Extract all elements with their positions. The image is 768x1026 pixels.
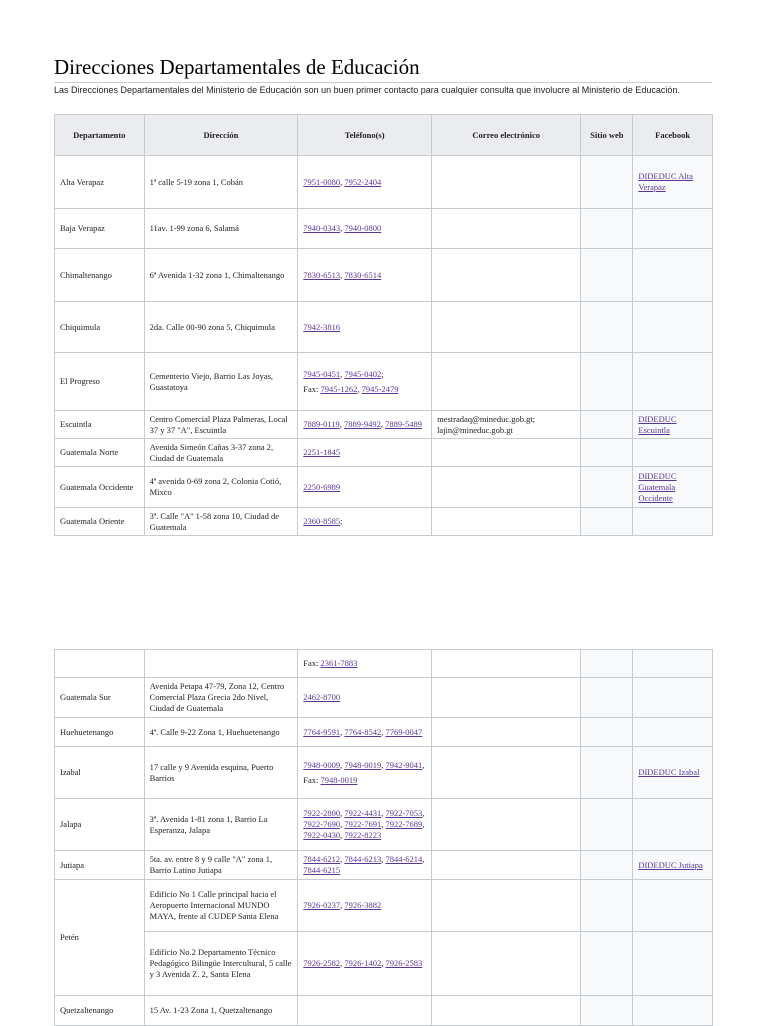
phone-link[interactable]: 2360-8585 xyxy=(303,516,341,526)
cell-telefonos xyxy=(298,508,432,536)
cell-sitio-web xyxy=(581,249,633,302)
cell-direccion: Avenida Simeón Cañas 3-37 zona 2, Ciudad de Guatemala xyxy=(144,439,298,467)
separator: , xyxy=(380,419,386,429)
facebook-link[interactable]: DIDEDUC Guatemala Occidente xyxy=(638,470,677,503)
phone-link[interactable]: 7926-2583 xyxy=(385,958,423,968)
cell-direccion: Edificio No 1 Calle principal hacia el Aeropuerto Internacional MUNDO MAYA, frente al CUDEP Santa Elena xyxy=(144,880,298,932)
separator: , xyxy=(381,759,386,770)
separator: , xyxy=(340,830,345,840)
cell-telefonos xyxy=(298,880,432,932)
cell-direccion: 15 Av. 1-23 Zona 1, Quetzaltenango xyxy=(144,996,298,1026)
fax-label: Fax: xyxy=(303,383,319,394)
header-direccion: Dirección xyxy=(144,115,298,156)
cell-facebook xyxy=(633,439,713,467)
cell-sitio-web xyxy=(581,996,633,1026)
fax-label: Fax: xyxy=(303,774,319,785)
table-row xyxy=(55,932,713,996)
fax-line xyxy=(303,384,426,395)
separator: , xyxy=(340,176,345,187)
cell-correo xyxy=(432,353,581,411)
separator: ; xyxy=(340,516,343,526)
header-departamento: Departamento xyxy=(55,115,145,156)
cell-sitio-web xyxy=(581,411,633,439)
cell-facebook xyxy=(633,209,713,249)
cell-facebook xyxy=(633,678,713,718)
cell-facebook xyxy=(633,932,713,996)
table-row xyxy=(55,650,713,678)
cell-sitio-web xyxy=(581,678,633,718)
page-title: Direcciones Departamentales de Educación xyxy=(54,54,712,83)
table-row xyxy=(55,996,713,1026)
cell-departamento: Izabal xyxy=(55,747,145,799)
facebook-link[interactable]: DIDEDUC Izabal xyxy=(638,767,700,777)
cell-correo xyxy=(432,678,581,718)
phone-link[interactable]: 7830-6514 xyxy=(344,269,382,280)
cell-sitio-web xyxy=(581,302,633,353)
cell-facebook xyxy=(633,249,713,302)
table-row xyxy=(55,718,713,747)
phone-link[interactable]: 7945-2479 xyxy=(361,383,399,394)
separator: , xyxy=(339,419,345,429)
separator: , xyxy=(422,854,425,864)
cell-correo xyxy=(432,156,581,209)
table-row xyxy=(55,467,713,508)
cell-departamento xyxy=(55,650,145,678)
cell-telefonos xyxy=(298,718,432,747)
cell-telefonos xyxy=(298,439,432,467)
table-row xyxy=(55,156,713,209)
cell-telefonos xyxy=(298,353,432,411)
cell-facebook xyxy=(633,467,713,508)
cell-facebook xyxy=(633,851,713,880)
cell-departamento: Guatemala Occidente xyxy=(55,467,145,508)
cell-sitio-web xyxy=(581,851,633,880)
phone-link[interactable]: 7922-7691 xyxy=(344,819,382,829)
phone-link[interactable]: 7926-1402 xyxy=(344,958,382,968)
cell-direccion: Avenida Petapa 47-79, Zona 12, Centro Comercial Plaza Grecia 2do Nivel, Ciudad de Guatemala xyxy=(144,678,298,718)
separator: , xyxy=(381,854,386,864)
phone-link[interactable]: 7952-2404 xyxy=(344,176,382,187)
phone-link[interactable]: 7769-0047 xyxy=(385,726,423,737)
cell-telefonos xyxy=(298,209,432,249)
cell-departamento: Guatemala Norte xyxy=(55,439,145,467)
cell-facebook xyxy=(633,650,713,678)
cell-sitio-web xyxy=(581,467,633,508)
phone-link[interactable]: 7948-0019 xyxy=(320,774,358,785)
header-facebook: Facebook xyxy=(633,115,713,156)
cell-direccion: 11av. 1-99 zona 6, Salamá xyxy=(144,209,298,249)
table-row xyxy=(55,851,713,880)
phone-link[interactable]: 7940-0343 xyxy=(303,223,341,233)
table-row xyxy=(55,747,713,799)
cell-facebook xyxy=(633,411,713,439)
intro-paragraph: Las Direcciones Departamentales del Ministerio de Educación son un buen primer contacto para cualquier consulta que involucre al Ministerio de Educación. xyxy=(54,85,680,95)
fax-line xyxy=(303,775,426,786)
cell-departamento: Baja Verapaz xyxy=(55,209,145,249)
cell-telefonos xyxy=(298,411,432,439)
phone-link[interactable]: 7922-4431 xyxy=(344,808,382,818)
table-row xyxy=(55,678,713,718)
cell-direccion: Cementerio Viejo, Barrio Las Joyas, Guastatoya xyxy=(144,353,298,411)
separator: , xyxy=(381,958,386,968)
cell-telefonos xyxy=(298,851,432,880)
separator: , xyxy=(340,958,345,968)
separator: , xyxy=(340,368,345,379)
cell-sitio-web xyxy=(581,880,633,932)
cell-departamento: Guatemala Sur xyxy=(55,678,145,718)
cell-correo xyxy=(432,718,581,747)
cell-direccion xyxy=(144,650,298,678)
separator: , xyxy=(381,808,386,818)
separator: , xyxy=(340,808,345,818)
table-row xyxy=(55,880,713,932)
cell-departamento: Alta Verapaz xyxy=(55,156,145,209)
cell-facebook xyxy=(633,996,713,1026)
cell-direccion: 6ª Avenida 1-32 zona 1, Chimaltenango xyxy=(144,249,298,302)
separator: , xyxy=(422,819,425,829)
phone-link[interactable]: 7926-3882 xyxy=(344,900,382,910)
phone-link[interactable]: 7844-6214 xyxy=(385,854,423,864)
table-row xyxy=(55,249,713,302)
cell-sitio-web xyxy=(581,747,633,799)
phone-link[interactable]: 7945-0451 xyxy=(303,368,341,379)
facebook-link[interactable]: DIDEDUC Escuintla xyxy=(638,413,677,435)
phone-link[interactable]: 7830-6513 xyxy=(303,269,341,280)
phone-link[interactable]: 7889-0119 xyxy=(303,419,340,429)
phone-link[interactable]: 7922-7053 xyxy=(385,808,423,818)
table-row xyxy=(55,353,713,411)
cell-sitio-web xyxy=(581,508,633,536)
facebook-link[interactable]: DIDEDUC Alta Verapaz xyxy=(638,171,693,192)
cell-sitio-web xyxy=(581,650,633,678)
separator: , xyxy=(381,819,386,829)
cell-departamento: Chiquimula xyxy=(55,302,145,353)
phone-link[interactable]: 7948-0019 xyxy=(344,759,382,770)
cell-facebook xyxy=(633,353,713,411)
cell-direccion: 5ta. av. entre 8 y 9 calle "A" zona 1, Barrio Latino Jutiapa xyxy=(144,851,298,880)
cell-facebook xyxy=(633,302,713,353)
separator: , xyxy=(340,269,345,280)
table-header-row xyxy=(55,115,713,156)
phone-link[interactable]: 2251-1845 xyxy=(303,447,341,457)
cell-sitio-web xyxy=(581,209,633,249)
cell-direccion: 17 calle y 9 Avenida esquina, Puerto Barrios xyxy=(144,747,298,799)
cell-correo xyxy=(432,880,581,932)
phone-link[interactable]: 7940-0800 xyxy=(344,223,382,233)
phone-link[interactable]: 7844-6215 xyxy=(303,865,341,875)
phone-link[interactable]: 7922-2800 xyxy=(303,808,341,818)
cell-correo xyxy=(432,302,581,353)
cell-correo xyxy=(432,249,581,302)
cell-sitio-web xyxy=(581,718,633,747)
cell-correo xyxy=(432,650,581,678)
separator: , xyxy=(340,900,345,910)
directions-table-part-2 xyxy=(54,649,713,1026)
cell-departamento: Jutiapa xyxy=(55,851,145,880)
phone-link[interactable]: 7945-0402 xyxy=(344,368,382,379)
table-row xyxy=(55,508,713,536)
cell-departamento: Jalapa xyxy=(55,799,145,851)
cell-correo xyxy=(432,209,581,249)
cell-correo xyxy=(432,747,581,799)
cell-facebook xyxy=(633,799,713,851)
separator: , xyxy=(381,726,386,737)
cell-correo xyxy=(432,439,581,467)
cell-departamento: Quetzaltenango xyxy=(55,996,145,1026)
cell-telefonos xyxy=(298,678,432,718)
separator: , xyxy=(422,759,425,770)
cell-departamento: Petén xyxy=(55,880,145,996)
cell-correo xyxy=(432,851,581,880)
phone-link[interactable]: 7764-9591 xyxy=(303,726,341,737)
phone-link[interactable]: 7844-6213 xyxy=(344,854,382,864)
cell-direccion: 1ª calle 5-19 zona 1, Cobán xyxy=(144,156,298,209)
cell-departamento: El Progreso xyxy=(55,353,145,411)
cell-facebook xyxy=(633,747,713,799)
header-correo: Correo electrónico xyxy=(432,115,581,156)
separator: ; xyxy=(381,368,384,379)
phone-link[interactable]: 7922-7690 xyxy=(303,819,341,829)
phone-link[interactable]: 7922-7689 xyxy=(385,819,423,829)
cell-correo xyxy=(432,508,581,536)
separator: , xyxy=(340,759,345,770)
cell-telefonos xyxy=(298,747,432,799)
separator: , xyxy=(357,383,362,394)
phone-link[interactable]: 7922-0430 xyxy=(303,830,341,840)
cell-correo: mestradaq@mineduc.gob.gt; lajin@mineduc.gob.gt xyxy=(432,411,581,439)
cell-telefonos xyxy=(298,302,432,353)
separator: , xyxy=(340,726,345,737)
fax-label: Fax: xyxy=(303,658,319,668)
phone-link[interactable]: 7951-0080 xyxy=(303,176,341,187)
separator: , xyxy=(340,854,345,864)
cell-facebook xyxy=(633,156,713,209)
cell-direccion: Centro Comercial Plaza Palmeras, Local 37 y 37 "A", Escuintla xyxy=(144,411,298,439)
cell-telefonos xyxy=(298,799,432,851)
cell-correo xyxy=(432,467,581,508)
cell-facebook xyxy=(633,508,713,536)
header-sitio-web: Sitio web xyxy=(581,115,633,156)
cell-direccion: 3ª. Avenida 1-81 zona 1, Barrio La Esperanza, Jalapa xyxy=(144,799,298,851)
table-row xyxy=(55,799,713,851)
cell-telefonos xyxy=(298,467,432,508)
cell-correo xyxy=(432,996,581,1026)
cell-telefonos xyxy=(298,650,432,678)
phone-link[interactable]: 7889-5489 xyxy=(385,419,422,429)
fax-line xyxy=(303,658,426,669)
cell-correo xyxy=(432,932,581,996)
phone-link[interactable]: 7942-9041 xyxy=(385,759,423,770)
phone-link[interactable]: 7889-9492 xyxy=(344,419,381,429)
facebook-link[interactable]: DIDEDUC Jutiapa xyxy=(638,859,703,870)
separator: , xyxy=(422,808,425,818)
phone-link[interactable]: 7926-2582 xyxy=(303,958,341,968)
cell-departamento: Huehuetenango xyxy=(55,718,145,747)
cell-telefonos xyxy=(298,156,432,209)
phone-link[interactable]: 7945-1262 xyxy=(320,383,358,394)
phone-link[interactable]: 2250-6989 xyxy=(303,481,341,492)
phone-link[interactable]: 2361-7883 xyxy=(320,658,358,668)
phone-link[interactable]: 7942-3816 xyxy=(303,321,341,332)
cell-facebook xyxy=(633,880,713,932)
phone-link[interactable]: 7922-8223 xyxy=(344,830,382,840)
separator: , xyxy=(340,223,345,233)
table-row xyxy=(55,411,713,439)
cell-sitio-web xyxy=(581,799,633,851)
phone-link[interactable]: 7844-6212 xyxy=(303,854,341,864)
cell-correo xyxy=(432,799,581,851)
table-row xyxy=(55,439,713,467)
cell-telefonos xyxy=(298,249,432,302)
header-telefonos: Teléfono(s) xyxy=(298,115,432,156)
cell-sitio-web xyxy=(581,156,633,209)
separator: , xyxy=(340,819,345,829)
directions-table-part-1 xyxy=(54,114,713,536)
cell-direccion: Edificio No.2 Departamento Técnico Pedagógico Bilingüe Intercultural, 5 calle y 3 Avenida Z. 2, Santa Elena xyxy=(144,932,298,996)
cell-departamento: Chimaltenango xyxy=(55,249,145,302)
phone-link[interactable]: 7926-0237 xyxy=(303,900,341,910)
phone-link[interactable]: 7764-8542 xyxy=(344,726,382,737)
cell-direccion: 3ª. Calle "A" 1-58 zona 10, Ciudad de Guatemala xyxy=(144,508,298,536)
cell-direccion: 4ª. Calle 9-22 Zona 1, Huehuetenango xyxy=(144,718,298,747)
phone-link[interactable]: 2462-8700 xyxy=(303,692,341,702)
cell-sitio-web xyxy=(581,439,633,467)
cell-departamento: Escuintla xyxy=(55,411,145,439)
table-row xyxy=(55,302,713,353)
table-row xyxy=(55,209,713,249)
cell-sitio-web xyxy=(581,932,633,996)
cell-direccion: 2da. Calle 00-90 zona 5, Chiquimula xyxy=(144,302,298,353)
phone-link[interactable]: 7948-0009 xyxy=(303,759,341,770)
cell-sitio-web xyxy=(581,353,633,411)
cell-telefonos xyxy=(298,932,432,996)
cell-departamento: Guatemala Oriente xyxy=(55,508,145,536)
cell-telefonos xyxy=(298,996,432,1026)
cell-direccion: 4ª avenida 0-69 zona 2, Colonia Cotió, Mixco xyxy=(144,467,298,508)
cell-facebook xyxy=(633,718,713,747)
